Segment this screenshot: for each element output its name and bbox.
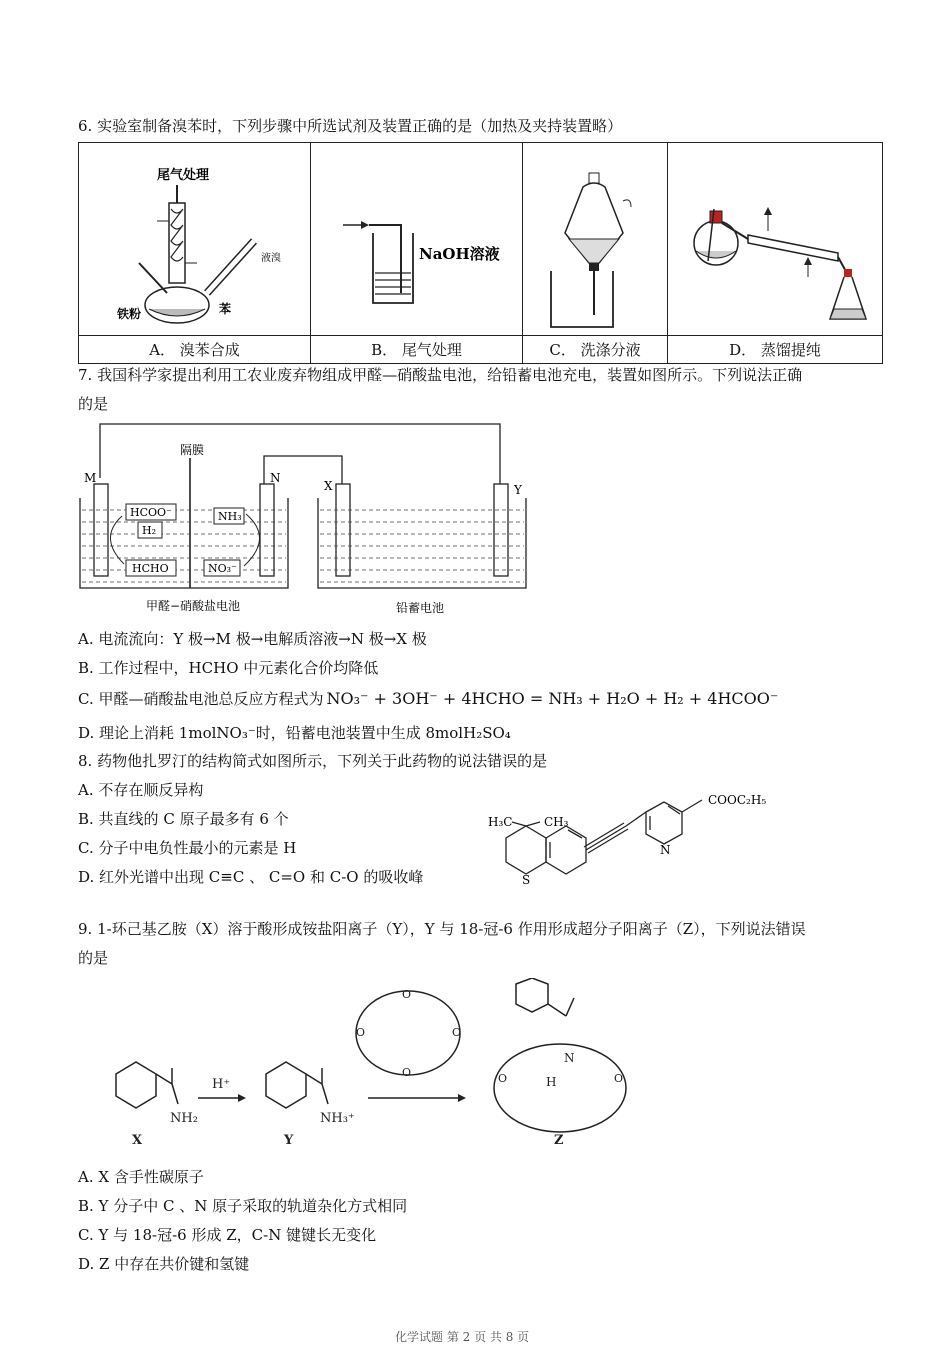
crown-o-1: O — [402, 988, 412, 1001]
q8-option-a: A. 不存在顺反异构 — [78, 781, 204, 799]
z-label-h: H — [546, 1075, 557, 1089]
q9-option-a: A. X 含手性碳原子 — [78, 1168, 204, 1186]
fig-a-label-bromine: 液溴 — [261, 253, 281, 264]
q8-option-d: D. 红外光谱中出现 C≡C 、 C=O 和 C-O 的吸收峰 — [78, 868, 424, 886]
apparatus-c-cell — [523, 143, 668, 336]
q8-tazarotene-structure — [484, 790, 794, 900]
label-no3: NO₃⁻ — [208, 562, 237, 575]
label-methyl-left: H₃C — [488, 815, 513, 829]
apparatus-d-figure — [668, 143, 882, 331]
caption-b: B． 尾气处理 — [311, 336, 523, 364]
q6-stem: 6. 实验室制备溴苯时，下列步骤中所选试剂及装置正确的是（加热及夹持装置略） — [78, 117, 623, 135]
label-nh3: NH₃ — [218, 510, 242, 523]
label-hcho: HCHO — [132, 562, 169, 575]
label-hplus: H⁺ — [212, 1077, 231, 1092]
label-x: X — [132, 1133, 143, 1148]
label-n: N — [270, 471, 281, 485]
q7-option-d: D. 理论上消耗 1molNO₃⁻时，铅蓄电池装置中生成 8molH₂SO₄ — [78, 724, 511, 742]
label-pyridine-n: N — [660, 843, 671, 857]
label-nh3: NH₃⁺ — [320, 1111, 355, 1126]
crown-o-3: O — [452, 1026, 462, 1039]
caption-lead-battery: 铅蓄电池 — [396, 601, 445, 615]
fig-a-label-top: 尾气处理 — [157, 168, 210, 183]
crown-o-4: O — [402, 1066, 412, 1079]
q7-stem-line1: 7. 我国科学家提出利用工农业废弃物组成甲醛—硝酸盐电池，给铅蓄电池充电，装置如图所示。下列说法正确 — [78, 366, 803, 384]
q8-stem: 8. 药物他扎罗汀的结构简式如图所示，下列关于此药物的说法错误的是 — [78, 752, 548, 770]
q7-option-c — [78, 688, 778, 709]
q7-battery-figure — [78, 418, 538, 618]
crown-o-2: O — [356, 1026, 366, 1039]
label-membrane: 隔膜 — [180, 443, 205, 457]
apparatus-c-figure — [523, 143, 667, 331]
apparatus-b-figure — [311, 143, 522, 331]
caption-a: A． 溴苯合成 — [79, 336, 311, 364]
label-m: M — [84, 471, 97, 485]
label-h2: H₂ — [142, 524, 157, 537]
q7-option-b: B. 工作过程中，HCHO 中元素化合价均降低 — [78, 659, 379, 677]
q9-option-d: D. Z 中存在共价键和氢键 — [78, 1255, 250, 1273]
q9-option-b: B. Y 分子中 C 、N 原子采取的轨道杂化方式相同 — [78, 1197, 408, 1215]
q9-option-c: C. Y 与 18-冠-6 形成 Z，C-N 键键长无变化 — [78, 1226, 377, 1244]
caption-left-battery: 甲醛−硝酸盐电池 — [146, 599, 241, 613]
q7-option-c-equation: NO₃⁻ + 3OH⁻ + 4HCHO = NH₃ + H₂O + H₂ + 4HCOO⁻ — [326, 689, 779, 708]
z-o-left: O — [498, 1072, 508, 1085]
q9-stem-line2: 的是 — [78, 949, 109, 967]
q7-option-a: A. 电流流向：Y 极→M 极→电解质溶液→N 极→X 极 — [78, 630, 427, 648]
label-nh2: NH₂ — [170, 1111, 198, 1126]
label-z: Z — [554, 1133, 564, 1148]
q8-option-b: B. 共直线的 C 原子最多有 6 个 — [78, 810, 289, 828]
apparatus-b-cell — [311, 143, 523, 336]
fig-a-label-benzene: 苯 — [219, 302, 232, 316]
z-o-right: O — [614, 1072, 624, 1085]
q7-stem-line2: 的是 — [78, 395, 109, 413]
label-sulfur: S — [522, 873, 531, 887]
z-label-n: N — [564, 1051, 575, 1065]
label-ester: COOC₂H₅ — [708, 793, 767, 807]
q7-option-c-prefix: C. 甲醛—硝酸盐电池总反应方程式为 — [78, 690, 324, 708]
q6-apparatus-table — [78, 142, 883, 364]
fig-b-label-naoh: NaOH溶液 — [419, 245, 500, 263]
apparatus-a-figure — [79, 143, 310, 331]
q9-reaction-scheme — [88, 978, 648, 1154]
fig-a-label-iron: 铁粉 — [117, 307, 142, 321]
q9-stem-line1: 9. 1-环己基乙胺（X）溶于酸形成铵盐阳离子（Y），Y 与 18-冠-6 作用形成超分子阳离子（Z），下列说法错误 — [78, 920, 806, 938]
page-footer: 化学试题 第 2 页 共 8 页 — [395, 1330, 530, 1344]
apparatus-d-cell — [668, 143, 883, 336]
caption-c: C． 洗涤分液 — [523, 336, 668, 364]
caption-d: D． 蒸馏提纯 — [668, 336, 883, 364]
label-hcoo: HCOO⁻ — [130, 506, 172, 519]
label-y: Y — [514, 483, 522, 497]
q8-option-c: C. 分子中电负性最小的元素是 H — [78, 839, 297, 857]
label-y: Y — [284, 1133, 294, 1148]
label-methyl-right: CH₃ — [544, 815, 569, 829]
label-x: X — [324, 479, 333, 493]
apparatus-a-cell — [79, 143, 311, 336]
